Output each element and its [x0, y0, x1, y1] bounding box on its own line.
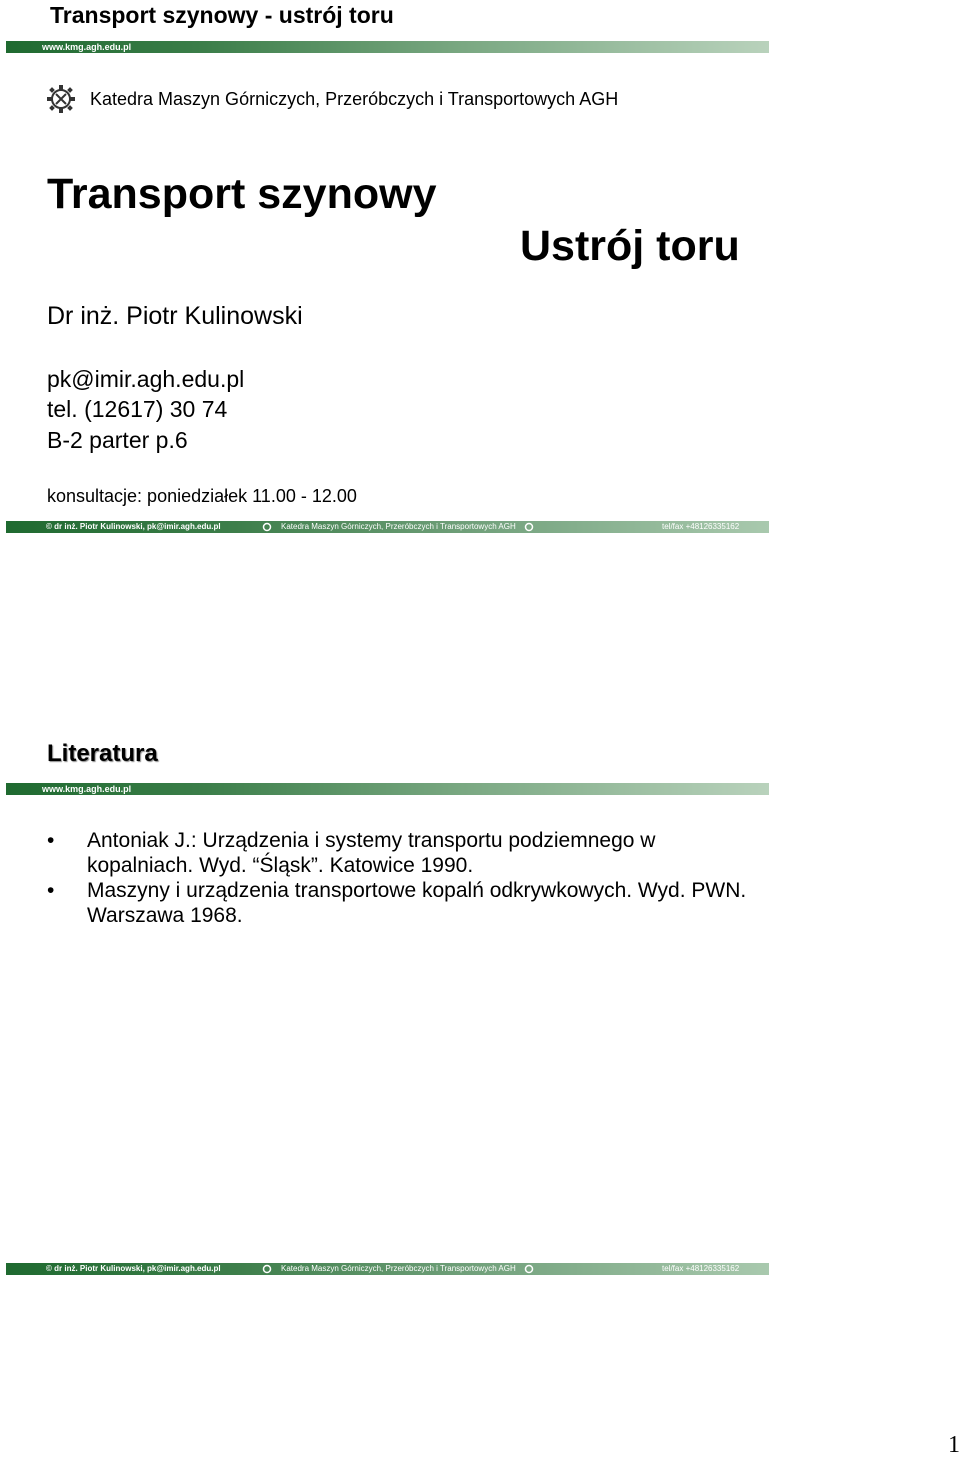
gear-small-icon: [524, 1264, 534, 1274]
gear-small-icon: [262, 522, 272, 532]
slide2-footer-bar: [6, 1263, 769, 1275]
author-room: B-2 parter p.6: [47, 427, 188, 453]
gear-logo-icon: [46, 84, 76, 114]
footer-department: Katedra Maszyn Górniczych, Przeróbczych i Transportowych AGH: [281, 1264, 516, 1273]
author-phone: tel. (12617) 30 74: [47, 396, 228, 422]
slide1-footer-bar: [6, 521, 769, 533]
slide2-header-bar: [6, 783, 769, 795]
literature-item: [47, 828, 747, 878]
author-name: Dr inż. Piotr Kulinowski: [47, 302, 303, 330]
document-title: Transport szynowy - ustrój toru: [50, 2, 394, 28]
literature-item-text: Antoniak J.: Urządzenia i systemy transportu podziemnego w kopalniach. Wyd. “Śląsk”. Katowice 1990.: [87, 829, 656, 877]
consultation-hours: konsultacje: poniedziałek 11.00 - 12.00: [47, 486, 357, 506]
slide1-header-bar: [6, 41, 769, 53]
gear-small-icon: [524, 522, 534, 532]
gear-small-icon: [262, 1264, 272, 1274]
footer-author: © dr inż. Piotr Kulinowski, pk@imir.agh.edu.pl: [46, 1264, 221, 1273]
header-url: www.kmg.agh.edu.pl: [42, 42, 132, 52]
slide-title: Transport szynowy: [47, 170, 437, 218]
footer-author: © dr inż. Piotr Kulinowski, pk@imir.agh.edu.pl: [46, 522, 221, 531]
bullet: •: [47, 829, 55, 852]
department-header: [46, 84, 618, 114]
footer-telfax: tel/fax +48126335162: [662, 522, 740, 531]
department-name: Katedra Maszyn Górniczych, Przeróbczych i Transportowych AGH: [90, 88, 619, 109]
page-number: 1: [948, 1432, 960, 1458]
bullet: •: [47, 879, 55, 902]
header-url: www.kmg.agh.edu.pl: [42, 784, 132, 794]
footer-telfax: tel/fax +48126335162: [662, 1264, 740, 1273]
slide-subtitle: Ustrój toru: [520, 222, 740, 270]
literature-title: Literatura: [47, 740, 158, 767]
literature-list: [47, 828, 747, 928]
literature-item-text: Maszyny i urządzenia transportowe kopalń odkrywkowych. Wyd. PWN. Warszawa 1968.: [87, 879, 747, 927]
author-email: pk@imir.agh.edu.pl: [47, 366, 245, 392]
literature-item: [47, 878, 747, 928]
footer-department: Katedra Maszyn Górniczych, Przeróbczych i Transportowych AGH: [281, 522, 516, 531]
